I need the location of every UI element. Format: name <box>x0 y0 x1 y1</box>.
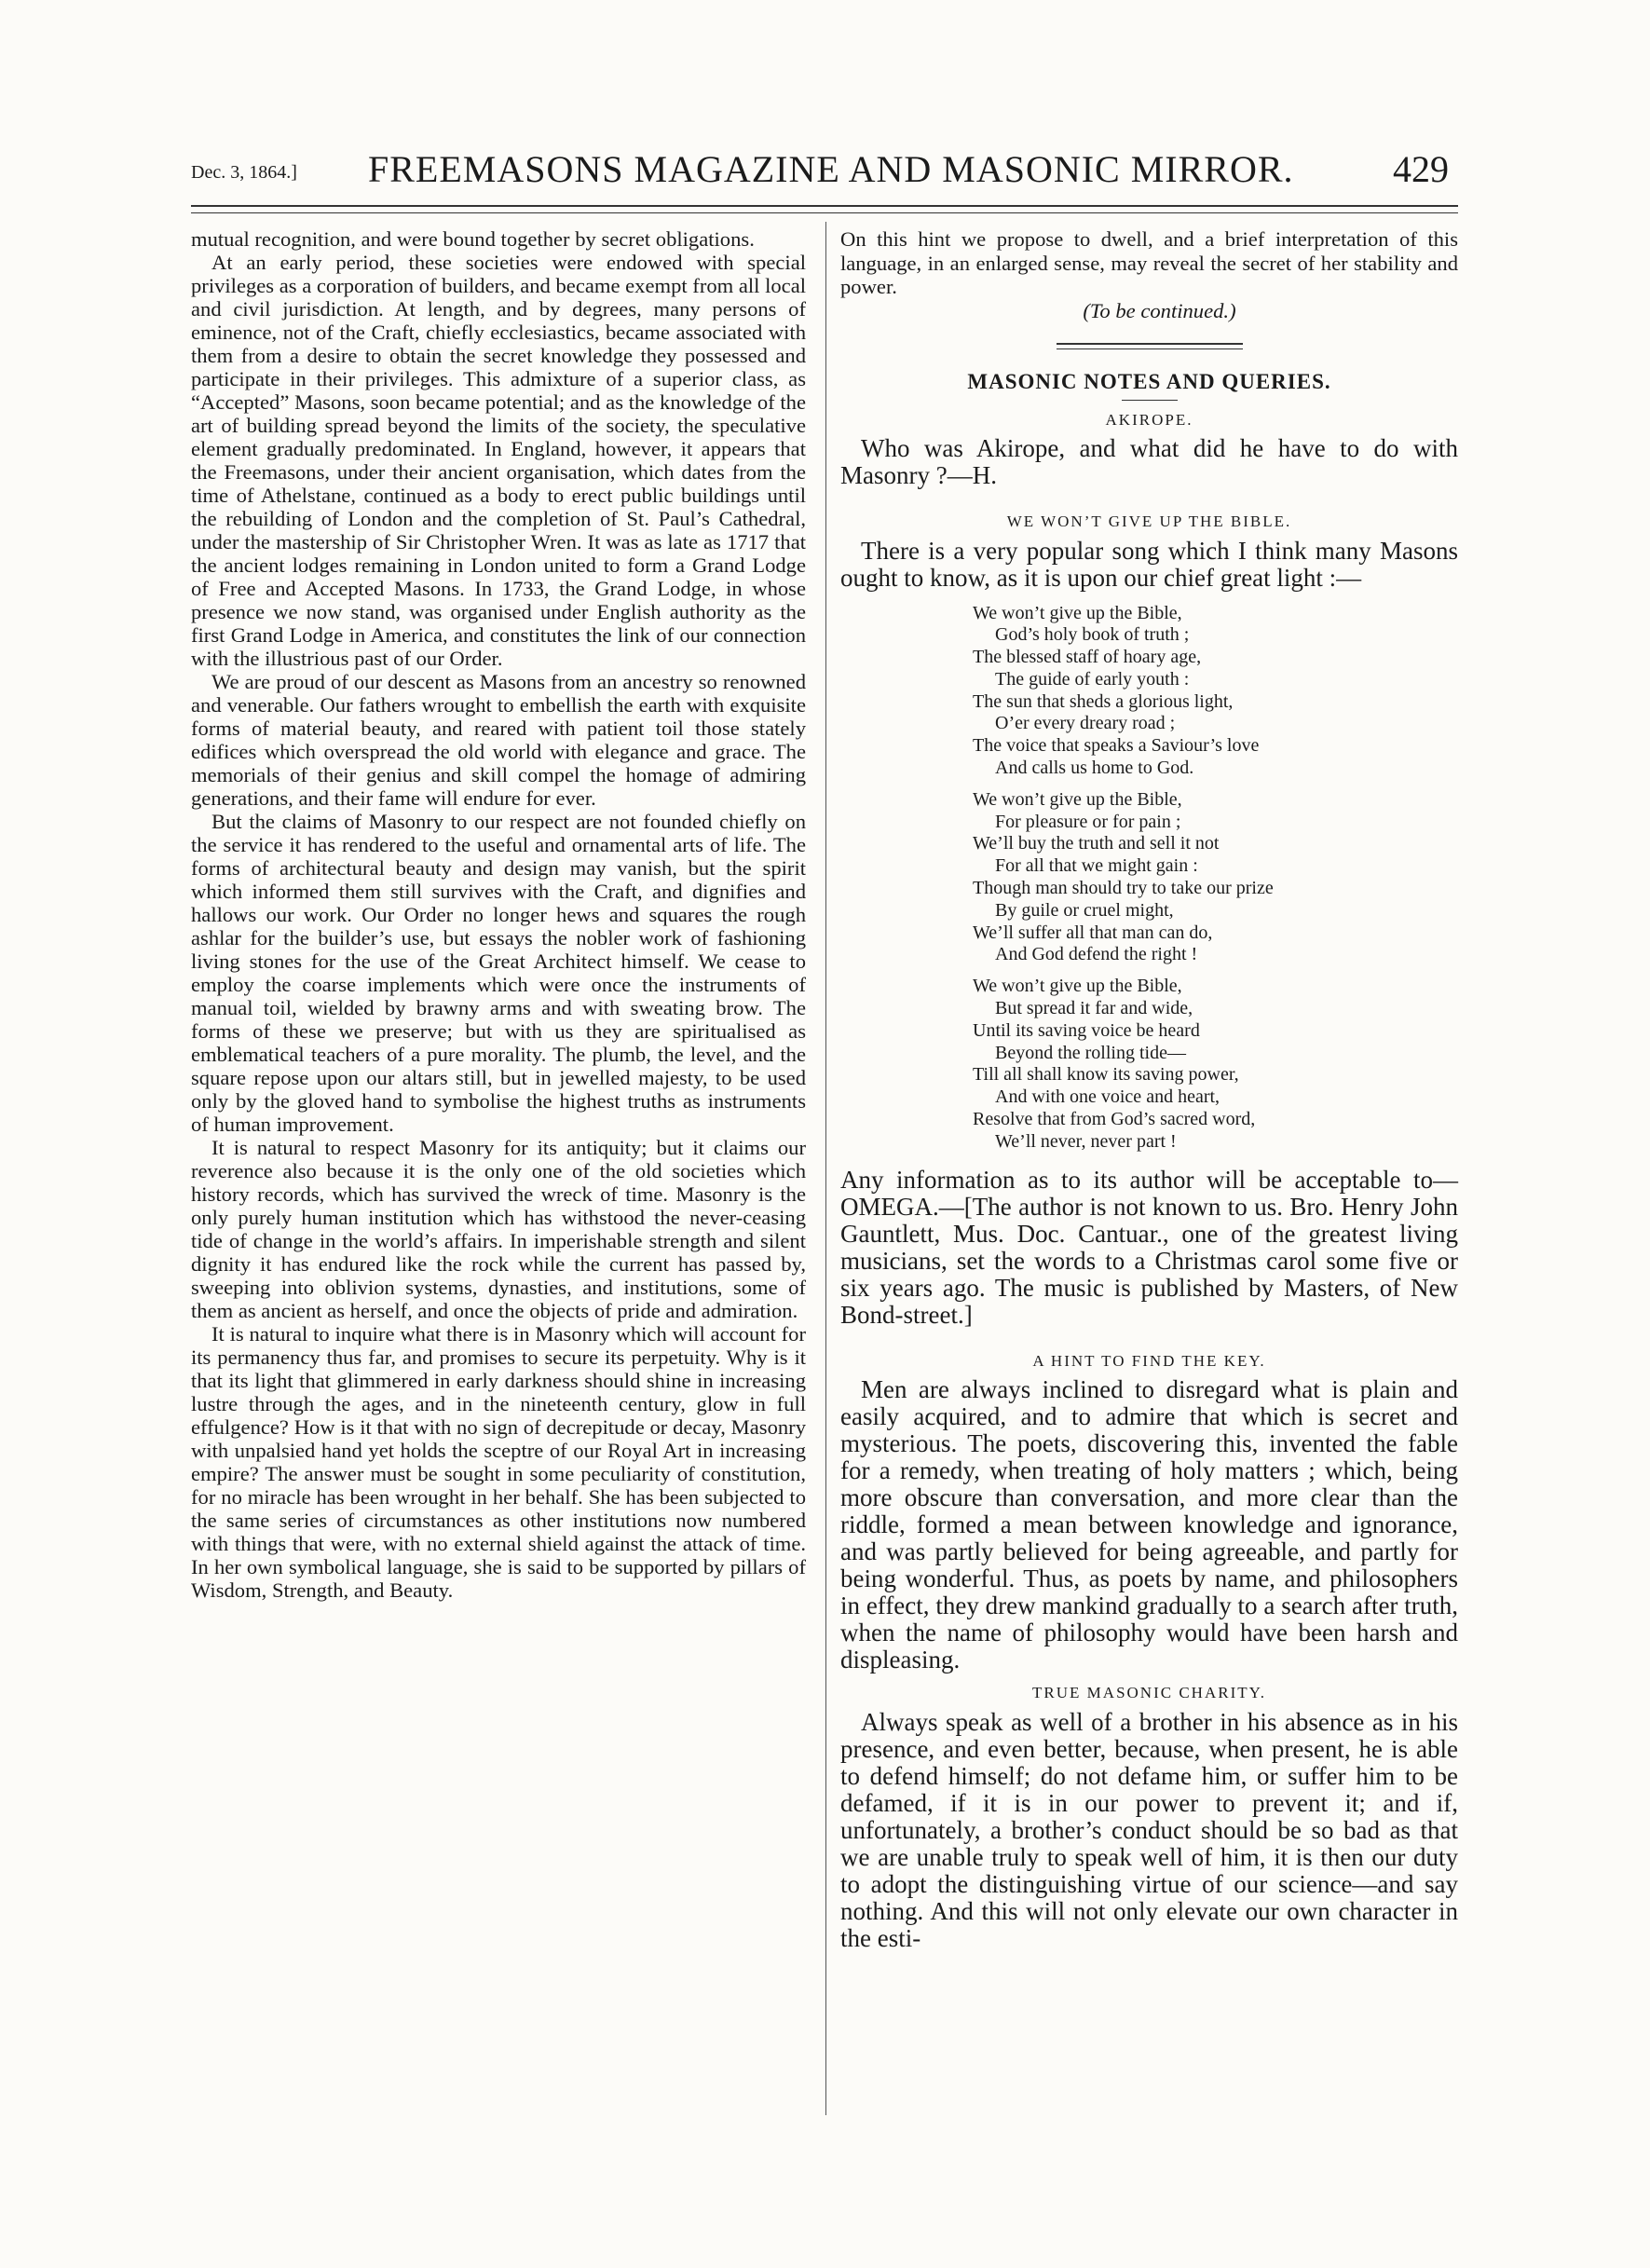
issue-date: Dec. 3, 1864.] <box>191 162 297 183</box>
poem-line: The sun that sheds a glorious light, <box>973 690 1234 712</box>
paragraph: mutual recognition, and were bound together by secret obligations. <box>191 227 755 251</box>
column-divider <box>825 222 826 2115</box>
poem-line: And with one voice and heart, <box>995 1086 1220 1108</box>
poem-stanza <box>973 603 1458 780</box>
section-title: MASONIC NOTES AND QUERIES. <box>967 370 1331 393</box>
page-number: 429 <box>1393 148 1449 190</box>
poem-stanza <box>973 976 1458 1153</box>
poem-line: Till all shall know its saving power, <box>973 1064 1239 1086</box>
short-rule <box>1122 400 1178 401</box>
akirope-query: Who was Akirope, and what did he have to do with Masonry ?—H. <box>840 434 1458 489</box>
poem-line: But spread it far and wide, <box>995 998 1193 1019</box>
poem-stanza <box>973 789 1458 966</box>
poem-line: For all that we might gain : <box>995 855 1198 877</box>
poem-line: We won’t give up the Bible, <box>973 976 1182 997</box>
poem-line: The voice that speaks a Saviour’s love <box>973 735 1260 757</box>
poem-line: Until its saving voice be heard <box>973 1019 1200 1041</box>
poem-line: We won’t give up the Bible, <box>973 788 1182 810</box>
poem-line: Beyond the rolling tide— <box>995 1042 1186 1063</box>
section-rule-thin <box>1057 348 1243 349</box>
right-column <box>840 227 1458 1952</box>
poem-line: And God defend the right ! <box>995 944 1198 965</box>
poem <box>973 603 1458 1154</box>
paragraph: It is natural to respect Masonry for its antiquity; but it claims our reverence also because it is the only one of the old societies which history records, which has survived the wreck of time. Masonry is the only purely human institution which has withstood the never-ceasing tide of change in the world’s affairs. In imperishable strength and silent dignity it has endured like the rock while the current has passed by, sweeping into oblivion systems, dynasties, and institutions, some of them as ancient as herself, and once the objects of pride and admiration. <box>191 1136 806 1322</box>
poem-line: Resolve that from God’s sacred word, <box>973 1109 1256 1130</box>
poem-line: We’ll suffer all that man can do, <box>973 922 1213 943</box>
paragraph: It is natural to inquire what there is in Masonry which will account for its permanency thus far, and promises to secure its perpetuity. Why is it that its light that glimmered in early darkness should shine in increasing lustre through the ages, and in the nineteenth century, glow in full effulgence? How is it that with no sign of decrepitude or decay, Masonry with unpalsied hand yet holds the sceptre of our Royal Art in increasing empire? The answer must be sought in some peculiarity of constitution, for no miracle has been wrought in her behalf. She has been subjected to the same series of circumstances as other institutions now numbered with things that were, with no external shield against the attack of time. In her own symbolical language, she is said to be supported by pillars of Wisdom, Strength, and Beauty. <box>191 1322 806 1602</box>
poem-line: O’er every dreary road ; <box>995 713 1176 734</box>
poem-line: The guide of early youth : <box>995 668 1190 690</box>
poem-line: For pleasure or for pain ; <box>995 811 1181 832</box>
page-header <box>191 142 1458 198</box>
key-paragraph: Men are always inclined to disregard what is plain and easily acquired, and to admire that which is secret and mysterious. The poets, discovering this, invented the fable for a remedy, when treating of holy matters ; which, being more obscure than conversation, and more clear than the riddle, formed a mean between knowledge and ignorance, and was partly believed for being agreeable, and partly for being wonderful. Thus, as poets by name, and philosophers in effect, they drew mankind gradually to a search after truth, when the name of philosophy would have been harsh and displeasing. <box>840 1375 1458 1674</box>
poem-line: And calls us home to God. <box>995 758 1194 779</box>
to-be-continued: (To be continued.) <box>1083 298 1236 322</box>
poem-line: By guile or cruel might, <box>995 899 1174 921</box>
section-rule <box>1057 343 1243 345</box>
poem-line: God’s holy book of truth ; <box>995 624 1190 646</box>
charity-heading: TRUE MASONIC CHARITY. <box>1032 1684 1266 1702</box>
akirope-heading: AKIROPE. <box>1105 410 1193 429</box>
bible-heading: WE WON’T GIVE UP THE BIBLE. <box>1006 512 1292 530</box>
left-column <box>191 227 806 1602</box>
bible-note: Any information as to its author will be acceptable to—OMEGA.—[The author is not known to us. Bro. Henry John Gauntlett, Mus. Doc. Cantuar., one of the greatest living musicians, set the words to a Christmas carol some five or six years ago. The music is published by Masters, of New Bond-street.] <box>840 1165 1458 1329</box>
header-rule-thin <box>191 212 1458 213</box>
intro-paragraph: On this hint we propose to dwell, and a brief interpretation of this language, in an enlarged sense, may reveal the secret of her stability and power. <box>840 227 1458 298</box>
bible-intro: There is a very popular song which I think many Masons ought to know, as it is upon our chief great light :— <box>840 536 1458 592</box>
poem-line: We’ll never, never part ! <box>995 1130 1177 1152</box>
poem-line: The blessed staff of hoary age, <box>973 647 1202 668</box>
paragraph: At an early period, these societies were endowed with special privileges as a corporation of builders, and became exempt from all local and civil jurisdiction. At length, and by degrees, many persons of eminence, not of the Craft, chiefly ecclesiastics, became associated with them from a desire to obtain the secret knowledge they possessed and participate in their privileges. This admixture of a superior class, as “Accepted” Masons, soon became potential; and as the knowledge of the art of building spread beyond the limits of the society, the speculative element gradually predominated. In England, however, it appears that the Freemasons, under their ancient organisation, which dates from the time of Athelstane, continued as a body to erect public buildings until the rebuilding of London and the completion of St. Paul’s Cathedral, under the mastership of Sir Christopher Wren. It was as late as 1717 that the ancient lodges remaining in London united to form a Grand Lodge of Free and Accepted Masons. In 1733, the Grand Lodge, in whose presence we now stand, was organised under English authority as the first Grand Lodge in America, and constitutes the link of our connection with the illustrious past of our Order. <box>191 251 806 670</box>
key-heading: A HINT TO FIND THE KEY. <box>1032 1351 1266 1370</box>
poem-line: We won’t give up the Bible, <box>973 602 1182 623</box>
poem-line: We’ll buy the truth and sell it not <box>973 833 1220 854</box>
charity-paragraph: Always speak as well of a brother in his absence as in his presence, and even better, because, when present, he is able to defend himself; do not defame him, or suffer him to be defamed, if it is in our power to prevent it; and if, unfortunately, a brother’s conduct should be so bad as that we are unable truly to speak well of him, it is then our duty to adopt the distinguishing virtue of our science—and say nothing. And this will not only elevate our own character in the esti- <box>840 1707 1458 1952</box>
paragraph: We are proud of our descent as Masons from an ancestry so renowned and venerable. Our fathers wrought to embellish the earth with exquisite forms of material beauty, and reared with patient toil those stately edifices which overspread the old world with elegance and grace. The memorials of their genius and skill compel the homage of admiring generations, and their fame will endure for ever. <box>191 670 806 810</box>
header-rule <box>191 205 1458 207</box>
magazine-title: FREEMASONS MAGAZINE AND MASONIC MIRROR. <box>368 148 1294 190</box>
paragraph: But the claims of Masonry to our respect are not founded chiefly on the service it has rendered to the useful and ornamental arts of life. The forms of architectural beauty and design may vanish, but the spirit which informed them still survives with the Craft, and dignifies and hallows our work. Our Order no longer hews and squares the rough ashlar for the builder’s use, but essays the nobler work of fashioning living stones for the use of the Great Architect himself. We cease to employ the coarse implements which were once the instruments of manual toil, wielded by brawny arms and with sweating brow. The forms of these we preserve; but with us they are spiritualised as emblematical teachers of a pure morality. The plumb, the level, and the square repose upon our altars still, but in jewelled majesty, to be used only by the gloved hand to symbolise the highest truths as instruments of human improvement. <box>191 810 806 1136</box>
poem-line: Though man should try to take our prize <box>973 878 1274 899</box>
